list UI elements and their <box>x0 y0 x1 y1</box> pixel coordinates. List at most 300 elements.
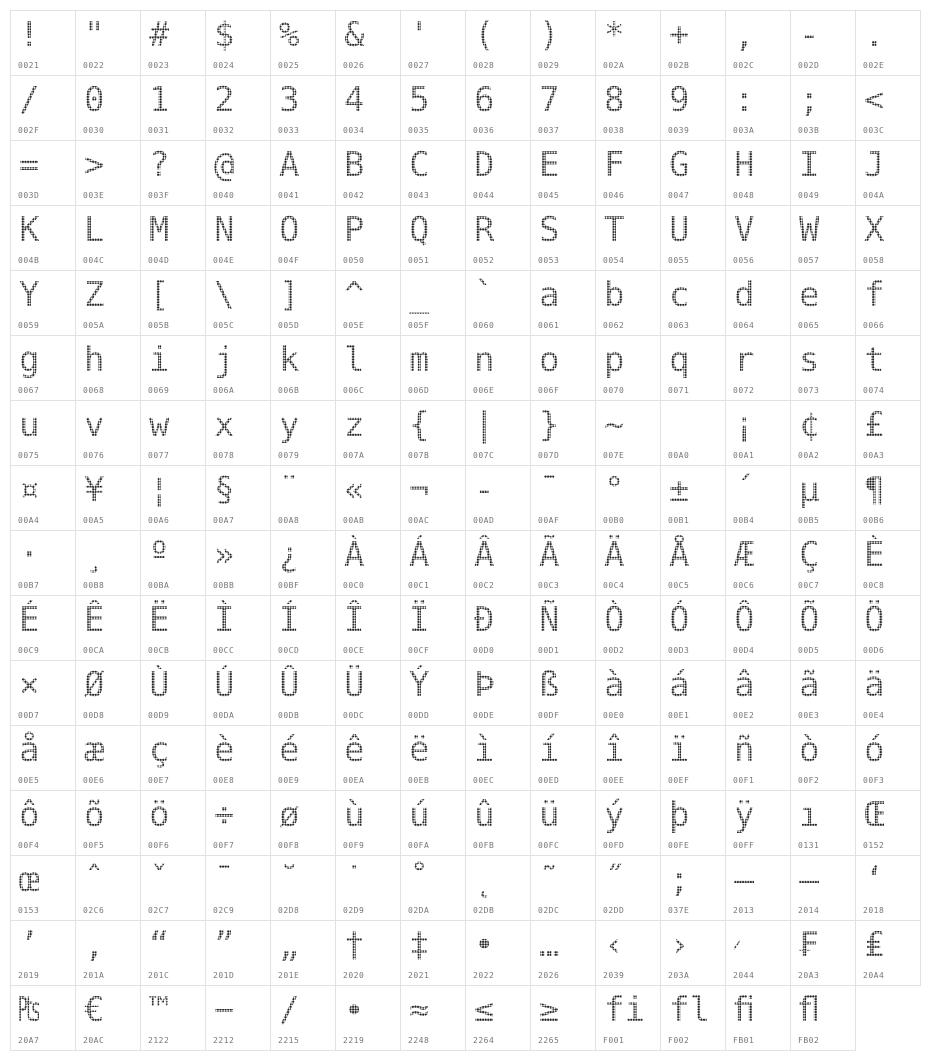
glyph-cell[interactable] <box>725 140 791 206</box>
glyph-code: 00D2 <box>603 646 625 655</box>
glyph-cell[interactable] <box>400 10 466 76</box>
glyph-cell[interactable] <box>270 270 336 336</box>
glyph-cell[interactable] <box>270 10 336 76</box>
glyph-cell[interactable] <box>530 140 596 206</box>
glyph-code: 0032 <box>213 126 235 135</box>
glyph-code: 002C <box>733 61 755 70</box>
glyph-cell[interactable] <box>400 595 466 661</box>
glyph-cell[interactable] <box>530 400 596 466</box>
glyph-cell[interactable] <box>205 855 271 921</box>
glyph-cell[interactable] <box>660 140 726 206</box>
glyph-cell[interactable] <box>530 530 596 596</box>
glyph-cell[interactable] <box>725 985 791 1051</box>
glyph-cell[interactable] <box>335 595 401 661</box>
glyph-cell[interactable] <box>75 855 141 921</box>
glyph-cell[interactable] <box>465 660 531 726</box>
glyph-cell[interactable] <box>595 660 661 726</box>
glyph-cell[interactable] <box>855 205 921 271</box>
glyph-char: ï <box>669 730 690 770</box>
glyph-cell[interactable] <box>595 920 661 986</box>
glyph-cell[interactable] <box>140 205 206 271</box>
glyph-cell[interactable] <box>140 725 206 791</box>
glyph-code: 0053 <box>538 256 560 265</box>
glyph-cell[interactable] <box>205 465 271 531</box>
glyph-cell[interactable] <box>10 10 76 76</box>
glyph-cell[interactable] <box>660 465 726 531</box>
glyph-cell[interactable] <box>530 10 596 76</box>
glyph-code: 0029 <box>538 61 560 70</box>
glyph-cell[interactable] <box>530 725 596 791</box>
glyph-cell[interactable] <box>10 790 76 856</box>
glyph-cell[interactable] <box>10 855 76 921</box>
glyph-cell[interactable] <box>400 465 466 531</box>
glyph-cell[interactable] <box>595 725 661 791</box>
glyph-cell[interactable] <box>10 400 76 466</box>
glyph-cell[interactable] <box>270 790 336 856</box>
glyph-cell[interactable] <box>855 530 921 596</box>
glyph-cell[interactable] <box>140 530 206 596</box>
glyph-cell[interactable] <box>335 725 401 791</box>
glyph-cell[interactable] <box>270 75 336 141</box>
glyph-cell[interactable] <box>205 985 271 1051</box>
glyph-cell[interactable] <box>530 985 596 1051</box>
glyph-cell[interactable] <box>725 595 791 661</box>
glyph-cell[interactable] <box>725 920 791 986</box>
glyph-char: m <box>409 340 430 380</box>
glyph-code: 0052 <box>473 256 495 265</box>
glyph-char: Ú <box>214 665 235 705</box>
glyph-cell[interactable] <box>205 140 271 206</box>
glyph-code: 0054 <box>603 256 625 265</box>
glyph-cell[interactable] <box>10 920 76 986</box>
glyph-char: S <box>539 210 560 250</box>
glyph-cell[interactable] <box>855 270 921 336</box>
glyph-cell[interactable] <box>855 725 921 791</box>
glyph-cell[interactable] <box>790 985 856 1051</box>
glyph-cell[interactable] <box>790 270 856 336</box>
glyph-cell[interactable] <box>335 400 401 466</box>
glyph-char: Ï <box>409 600 430 640</box>
glyph-cell[interactable] <box>660 725 726 791</box>
glyph-cell[interactable] <box>855 465 921 531</box>
glyph-code: 00E4 <box>863 711 885 720</box>
glyph-cell[interactable] <box>725 75 791 141</box>
glyph-cell[interactable] <box>400 140 466 206</box>
glyph-cell[interactable] <box>465 530 531 596</box>
glyph-cell[interactable] <box>140 270 206 336</box>
glyph-cell[interactable] <box>790 140 856 206</box>
glyph-cell[interactable] <box>725 790 791 856</box>
glyph-cell[interactable] <box>400 855 466 921</box>
glyph-code: 00DB <box>278 711 300 720</box>
glyph-char: = <box>19 145 40 185</box>
glyph-cell[interactable] <box>10 205 76 271</box>
glyph-cell[interactable] <box>660 75 726 141</box>
glyph-char: ı <box>799 795 820 835</box>
glyph-cell[interactable] <box>855 790 921 856</box>
glyph-cell[interactable] <box>595 855 661 921</box>
glyph-code: 00FD <box>603 841 625 850</box>
glyph-code: 0039 <box>668 126 690 135</box>
glyph-cell[interactable] <box>75 10 141 76</box>
glyph-cell[interactable] <box>530 660 596 726</box>
glyph-cell[interactable] <box>140 855 206 921</box>
glyph-cell[interactable] <box>75 790 141 856</box>
glyph-cell[interactable] <box>335 660 401 726</box>
glyph-char: Z <box>84 275 105 315</box>
glyph-cell[interactable] <box>465 400 531 466</box>
glyph-cell[interactable] <box>595 790 661 856</box>
glyph-cell[interactable] <box>465 595 531 661</box>
glyph-cell[interactable] <box>270 140 336 206</box>
glyph-cell[interactable] <box>855 75 921 141</box>
glyph-cell[interactable] <box>465 140 531 206</box>
glyph-cell[interactable] <box>270 660 336 726</box>
glyph-cell[interactable] <box>75 75 141 141</box>
glyph-cell[interactable] <box>400 75 466 141</box>
glyph-cell[interactable] <box>530 335 596 401</box>
glyph-cell[interactable] <box>465 790 531 856</box>
glyph-cell[interactable] <box>855 595 921 661</box>
glyph-cell[interactable] <box>335 205 401 271</box>
glyph-cell[interactable] <box>140 465 206 531</box>
glyph-code: 0048 <box>733 191 755 200</box>
glyph-cell[interactable] <box>660 595 726 661</box>
glyph-char: — <box>799 860 820 900</box>
glyph-cell[interactable] <box>790 205 856 271</box>
glyph-cell[interactable] <box>400 335 466 401</box>
glyph-cell[interactable] <box>855 400 921 466</box>
glyph-cell[interactable] <box>530 205 596 271</box>
glyph-cell[interactable] <box>660 530 726 596</box>
glyph-cell[interactable] <box>140 790 206 856</box>
glyph-cell[interactable] <box>335 530 401 596</box>
glyph-cell[interactable] <box>595 400 661 466</box>
glyph-cell[interactable] <box>855 920 921 986</box>
glyph-char: c <box>669 275 690 315</box>
glyph-cell[interactable] <box>10 985 76 1051</box>
glyph-code: 00EC <box>473 776 495 785</box>
glyph-char: ä <box>864 665 885 705</box>
glyph-cell[interactable] <box>205 75 271 141</box>
glyph-cell[interactable] <box>140 595 206 661</box>
glyph-cell[interactable] <box>335 855 401 921</box>
glyph-cell[interactable] <box>75 660 141 726</box>
glyph-cell[interactable] <box>790 465 856 531</box>
glyph-code: 201E <box>278 971 300 980</box>
glyph-char: Û <box>279 665 300 705</box>
glyph-cell[interactable] <box>790 660 856 726</box>
glyph-char: È <box>864 535 885 575</box>
glyph-cell[interactable] <box>790 855 856 921</box>
glyph-cell[interactable] <box>465 465 531 531</box>
glyph-cell[interactable] <box>725 270 791 336</box>
glyph-cell[interactable] <box>140 920 206 986</box>
glyph-cell[interactable] <box>660 790 726 856</box>
glyph-code: 0025 <box>278 61 300 70</box>
glyph-code: 00C2 <box>473 581 495 590</box>
glyph-cell[interactable] <box>660 10 726 76</box>
glyph-cell[interactable] <box>855 335 921 401</box>
glyph-cell[interactable] <box>790 400 856 466</box>
glyph-cell[interactable] <box>75 985 141 1051</box>
glyph-char: T <box>604 210 625 250</box>
glyph-cell[interactable] <box>75 920 141 986</box>
glyph-cell[interactable] <box>660 335 726 401</box>
glyph-cell[interactable] <box>660 985 726 1051</box>
glyph-cell[interactable] <box>530 790 596 856</box>
glyph-code: 0066 <box>863 321 885 330</box>
glyph-cell[interactable] <box>400 985 466 1051</box>
glyph-cell[interactable] <box>660 205 726 271</box>
glyph-cell[interactable] <box>335 270 401 336</box>
glyph-cell[interactable] <box>530 465 596 531</box>
glyph-cell[interactable] <box>790 75 856 141</box>
glyph-code: 0071 <box>668 386 690 395</box>
glyph-cell[interactable] <box>270 400 336 466</box>
glyph-cell[interactable] <box>725 335 791 401</box>
glyph-cell[interactable] <box>595 595 661 661</box>
glyph-code: 007A <box>343 451 365 460</box>
glyph-cell[interactable] <box>725 465 791 531</box>
glyph-cell[interactable] <box>725 10 791 76</box>
glyph-cell[interactable] <box>335 920 401 986</box>
glyph-cell[interactable] <box>75 140 141 206</box>
glyph-cell[interactable] <box>205 205 271 271</box>
glyph-cell[interactable] <box>270 725 336 791</box>
glyph-cell[interactable] <box>75 400 141 466</box>
glyph-code: 00FF <box>733 841 755 850</box>
glyph-cell[interactable] <box>465 725 531 791</box>
glyph-cell[interactable] <box>205 660 271 726</box>
glyph-cell[interactable] <box>140 75 206 141</box>
glyph-code: 0072 <box>733 386 755 395</box>
glyph-cell[interactable] <box>530 595 596 661</box>
glyph-cell[interactable] <box>335 790 401 856</box>
glyph-cell[interactable] <box>855 10 921 76</box>
glyph-cell[interactable] <box>205 530 271 596</box>
glyph-code: 00C5 <box>668 581 690 590</box>
glyph-cell[interactable] <box>335 75 401 141</box>
glyph-cell[interactable] <box>790 595 856 661</box>
glyph-cell[interactable] <box>790 335 856 401</box>
glyph-cell[interactable] <box>595 140 661 206</box>
glyph-cell[interactable] <box>270 205 336 271</box>
glyph-cell[interactable] <box>595 335 661 401</box>
glyph-code: 004C <box>83 256 105 265</box>
glyph-char: 2 <box>214 80 235 120</box>
glyph-cell[interactable] <box>270 855 336 921</box>
glyph-cell[interactable] <box>10 530 76 596</box>
glyph-code: 006C <box>343 386 365 395</box>
glyph-cell[interactable] <box>270 530 336 596</box>
glyph-cell[interactable] <box>270 465 336 531</box>
glyph-cell[interactable] <box>400 660 466 726</box>
glyph-cell[interactable] <box>855 855 921 921</box>
glyph-cell[interactable] <box>465 205 531 271</box>
glyph-cell[interactable] <box>10 595 76 661</box>
glyph-cell[interactable] <box>790 10 856 76</box>
glyph-cell[interactable] <box>335 985 401 1051</box>
glyph-char: ë <box>409 730 430 770</box>
glyph-cell[interactable] <box>530 270 596 336</box>
glyph-cell[interactable] <box>465 10 531 76</box>
glyph-cell[interactable] <box>465 75 531 141</box>
glyph-code: 0068 <box>83 386 105 395</box>
glyph-code: 2020 <box>343 971 365 980</box>
glyph-cell[interactable] <box>660 660 726 726</box>
glyph-char: ` <box>474 275 495 315</box>
glyph-cell[interactable] <box>465 335 531 401</box>
glyph-cell[interactable] <box>725 530 791 596</box>
glyph-char: É <box>19 600 40 640</box>
glyph-cell[interactable] <box>595 10 661 76</box>
glyph-char: Þ <box>474 665 495 705</box>
glyph-cell[interactable] <box>595 985 661 1051</box>
glyph-cell[interactable] <box>75 335 141 401</box>
glyph-cell[interactable] <box>10 270 76 336</box>
glyph-cell[interactable] <box>140 400 206 466</box>
glyph-cell[interactable] <box>595 465 661 531</box>
glyph-cell[interactable] <box>595 530 661 596</box>
glyph-cell[interactable] <box>75 595 141 661</box>
glyph-cell[interactable] <box>75 270 141 336</box>
glyph-char: z <box>344 405 365 445</box>
glyph-cell[interactable] <box>10 725 76 791</box>
glyph-char: ˙ <box>344 860 365 900</box>
glyph-cell[interactable] <box>270 920 336 986</box>
glyph-char: Ø <box>84 665 105 705</box>
glyph-cell[interactable] <box>725 400 791 466</box>
glyph-code: 00B8 <box>83 581 105 590</box>
glyph-cell[interactable] <box>270 335 336 401</box>
glyph-cell[interactable] <box>205 595 271 661</box>
glyph-cell[interactable] <box>75 465 141 531</box>
glyph-cell[interactable] <box>530 75 596 141</box>
glyph-cell[interactable] <box>140 10 206 76</box>
glyph-cell[interactable] <box>205 400 271 466</box>
glyph-char: õ <box>84 795 105 835</box>
glyph-cell[interactable] <box>10 660 76 726</box>
glyph-cell[interactable] <box>725 725 791 791</box>
glyph-char: b <box>604 275 625 315</box>
glyph-code: 00DF <box>538 711 560 720</box>
glyph-cell[interactable] <box>335 335 401 401</box>
glyph-cell[interactable] <box>465 855 531 921</box>
glyph-cell[interactable] <box>725 855 791 921</box>
glyph-code: 00C3 <box>538 581 560 590</box>
glyph-cell[interactable] <box>270 985 336 1051</box>
glyph-char: Æ <box>734 535 755 575</box>
glyph-cell[interactable] <box>205 725 271 791</box>
glyph-cell[interactable] <box>660 400 726 466</box>
glyph-cell[interactable] <box>140 985 206 1051</box>
glyph-cell[interactable] <box>400 530 466 596</box>
glyph-char: ™ <box>149 990 170 1030</box>
glyph-char: Ý <box>409 665 430 705</box>
glyph-cell[interactable] <box>400 400 466 466</box>
glyph-code: 02DD <box>603 906 625 915</box>
glyph-cell[interactable] <box>725 660 791 726</box>
glyph-cell[interactable] <box>660 270 726 336</box>
glyph-char: I <box>799 145 820 185</box>
glyph-char: { <box>409 405 430 445</box>
glyph-cell[interactable] <box>725 205 791 271</box>
glyph-cell[interactable] <box>10 465 76 531</box>
glyph-cell[interactable] <box>140 140 206 206</box>
glyph-cell[interactable] <box>205 10 271 76</box>
glyph-cell[interactable] <box>790 725 856 791</box>
glyph-cell[interactable] <box>400 790 466 856</box>
glyph-code: F001 <box>603 1036 625 1045</box>
glyph-code: 00CD <box>278 646 300 655</box>
glyph-cell[interactable] <box>205 920 271 986</box>
glyph-code: 002A <box>603 61 625 70</box>
glyph-cell[interactable] <box>75 725 141 791</box>
glyph-cell[interactable] <box>335 465 401 531</box>
glyph-char: i <box>149 340 170 380</box>
glyph-cell[interactable] <box>205 270 271 336</box>
glyph-code: 007B <box>408 451 430 460</box>
glyph-cell[interactable] <box>400 205 466 271</box>
glyph-code: 037E <box>668 906 690 915</box>
glyph-char: Ê <box>84 600 105 640</box>
glyph-cell[interactable] <box>790 920 856 986</box>
glyph-cell[interactable] <box>335 10 401 76</box>
glyph-cell[interactable] <box>465 270 531 336</box>
glyph-cell[interactable] <box>400 920 466 986</box>
glyph-cell[interactable] <box>400 725 466 791</box>
glyph-cell[interactable] <box>595 270 661 336</box>
glyph-cell[interactable] <box>855 660 921 726</box>
glyph-code: 2021 <box>408 971 430 980</box>
glyph-cell[interactable] <box>10 75 76 141</box>
glyph-cell[interactable] <box>660 855 726 921</box>
glyph-cell[interactable] <box>75 205 141 271</box>
glyph-cell[interactable] <box>140 335 206 401</box>
glyph-code: 0046 <box>603 191 625 200</box>
glyph-cell[interactable] <box>595 75 661 141</box>
glyph-cell[interactable] <box>790 530 856 596</box>
glyph-code: 0043 <box>408 191 430 200</box>
glyph-cell[interactable] <box>400 270 466 336</box>
glyph-code: 005F <box>408 321 430 330</box>
glyph-code: 0023 <box>148 61 170 70</box>
glyph-cell[interactable] <box>530 920 596 986</box>
glyph-cell[interactable] <box>465 920 531 986</box>
glyph-code: 00FB <box>473 841 495 850</box>
glyph-char: · <box>19 535 40 575</box>
glyph-cell[interactable] <box>205 335 271 401</box>
glyph-cell[interactable] <box>75 530 141 596</box>
glyph-char: o <box>539 340 560 380</box>
glyph-char: ¢ <box>799 405 820 445</box>
glyph-cell[interactable] <box>530 855 596 921</box>
glyph-cell[interactable] <box>595 205 661 271</box>
glyph-cell[interactable] <box>465 985 531 1051</box>
glyph-cell[interactable] <box>335 140 401 206</box>
glyph-cell[interactable] <box>270 595 336 661</box>
glyph-char: ‡ <box>409 925 430 965</box>
glyph-cell[interactable] <box>10 335 76 401</box>
glyph-cell[interactable] <box>140 660 206 726</box>
glyph-cell[interactable] <box>10 140 76 206</box>
glyph-cell[interactable] <box>205 790 271 856</box>
glyph-cell[interactable] <box>660 920 726 986</box>
glyph-cell[interactable] <box>790 790 856 856</box>
glyph-cell[interactable] <box>855 140 921 206</box>
glyph-char: k <box>279 340 300 380</box>
